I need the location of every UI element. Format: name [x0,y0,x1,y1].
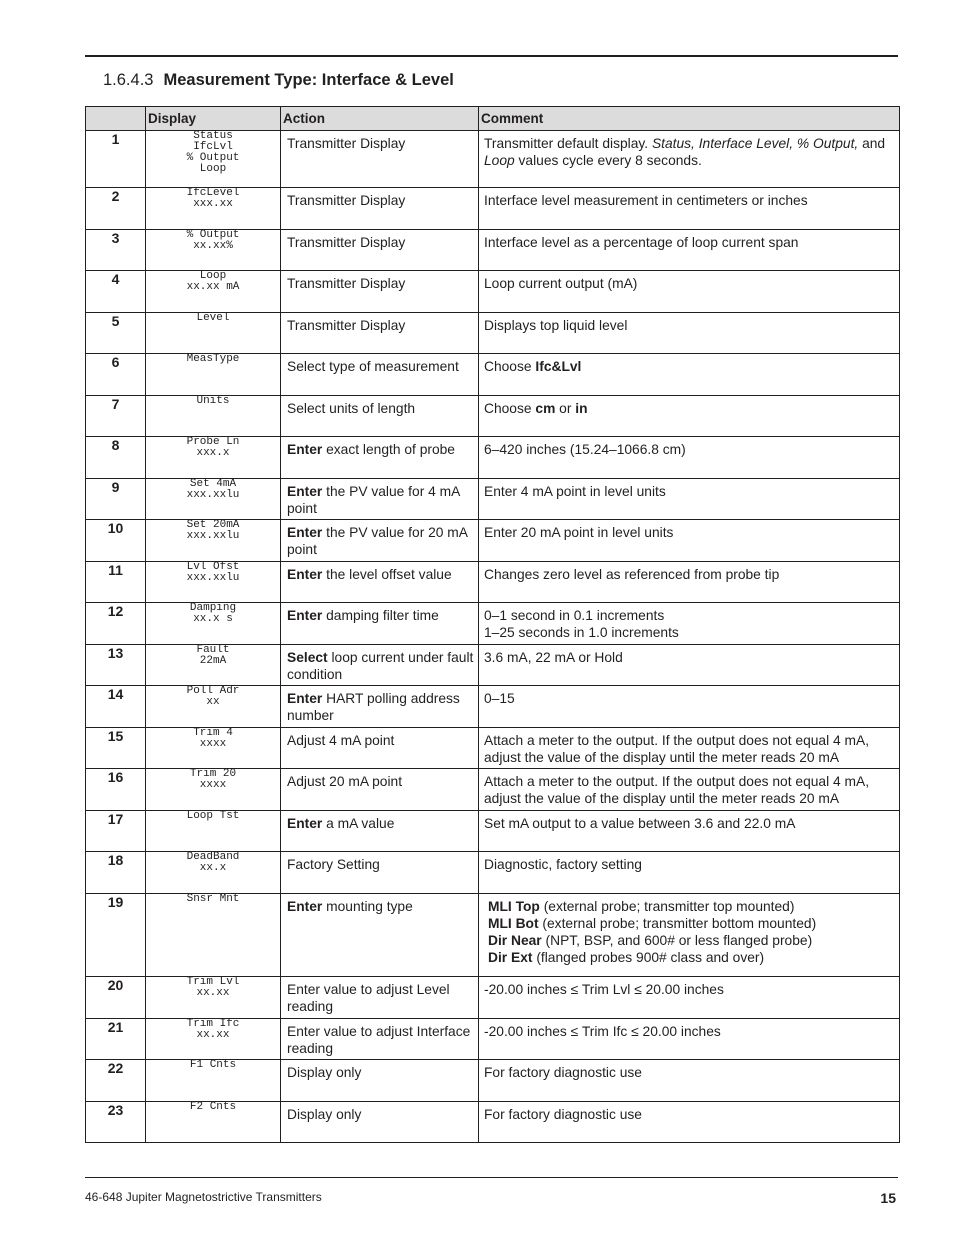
text-run: Attach a meter to the output. If the output does not equal 4 mA, adjust the value of the display until the meter reads 20 mA [484,733,870,765]
table-row [86,437,900,479]
display-readout: Units [146,396,281,437]
table-row [86,1019,900,1060]
display-readout: Trim Lvl xx.xx [146,977,281,1019]
bold-term: Dir Near [488,933,542,948]
comment-cell [479,1102,900,1143]
action-cell [281,396,479,437]
bold-term: Enter [287,442,323,457]
text-run: (flanged probes 900# class and over) [532,950,765,965]
table-body [86,131,900,1143]
text-run: (NPT, BSP, and 600# or less flanged probe) [541,933,813,948]
text-run: Enter 20 mA point in level units [484,525,674,540]
text-run: For factory diagnostic use [484,1107,642,1122]
display-readout: Trim 20 xxxx [146,769,281,811]
step-number: 2 [86,188,146,230]
text-run: Diagnostic, factory setting [484,857,642,872]
display-readout: Snsr Mnt [146,894,281,977]
bold-term: Enter [287,484,323,499]
comment-cell [479,479,900,520]
text-run: Choose [484,359,536,374]
bold-term: in [575,401,588,416]
text-run: Enter value to adjust Interface reading [287,1024,471,1056]
comment-cell [479,645,900,686]
comment-cell [479,437,900,479]
comment-cell [479,1060,900,1102]
comment-cell [479,131,900,188]
bold-term: Enter [287,816,323,831]
table-row [86,131,900,188]
comment-cell [479,769,900,811]
table-row [86,188,900,230]
step-number: 22 [86,1060,146,1102]
text-run: the PV value for 4 mA point [287,484,460,516]
action-cell [281,645,479,686]
action-cell [281,852,479,894]
footer-rule [85,1177,898,1178]
bold-term: MLI Bot [488,916,539,931]
display-readout: Loop Tst [146,811,281,852]
text-run: -20.00 inches ≤ Trim Ifc ≤ 20.00 inches [484,1024,721,1039]
header-action: Action [281,107,479,131]
text-run: Transmitter default display. [484,136,652,151]
header-number [86,107,146,131]
text-run: HART polling address number [287,691,460,723]
comment-cell [479,1019,900,1060]
text-run: Interface level as a percentage of loop current span [484,235,799,250]
action-cell [281,131,479,188]
action-cell [281,437,479,479]
text-run: For factory diagnostic use [484,1065,642,1080]
table-row [86,728,900,769]
display-readout: Set 4mA xxx.xxlu [146,479,281,520]
step-number: 7 [86,396,146,437]
comment-cell [479,728,900,769]
display-readout: Set 20mA xxx.xxlu [146,520,281,562]
display-readout: Lvl Ofst xxx.xxlu [146,562,281,603]
table-row [86,520,900,562]
comment-cell [479,686,900,728]
text-run: Interface level measurement in centimeters or inches [484,193,808,208]
table-header-row [86,107,900,131]
top-rule [85,55,898,57]
comment-cell [479,603,900,645]
text-run: (external probe; transmitter bottom mounted) [538,916,817,931]
action-cell [281,977,479,1019]
comment-cell [479,520,900,562]
text-run: Transmitter Display [287,276,406,291]
bold-term: MLI Top [488,899,540,914]
text-run: or [555,401,576,416]
action-cell [281,769,479,811]
table-row [86,396,900,437]
text-run: Transmitter Display [287,235,406,250]
comment-cell [479,230,900,271]
text-run: Select type of measurement [287,359,459,374]
display-readout: % Output xx.xx% [146,230,281,271]
table-row [86,603,900,645]
text-run: Adjust 4 mA point [287,733,395,748]
text-run: mounting type [322,899,413,914]
text-run: 6–420 inches (15.24–1066.8 cm) [484,442,686,457]
action-cell [281,271,479,313]
text-run: damping filter time [322,608,439,623]
text-run: Loop current output (mA) [484,276,638,291]
bold-term: Select [287,650,328,665]
bold-term: Enter [287,608,323,623]
display-readout: Status IfcLvl % Output Loop [146,131,281,188]
text-run: and [858,136,886,151]
comment-cell [479,188,900,230]
display-readout: Damping xx.x s [146,603,281,645]
action-cell [281,230,479,271]
comment-cell [479,271,900,313]
table-row [86,977,900,1019]
display-readout: IfcLevel xxx.xx [146,188,281,230]
comment-cell [479,354,900,396]
display-readout: Trim Ifc xx.xx [146,1019,281,1060]
display-readout: F1 Cnts [146,1060,281,1102]
action-cell [281,811,479,852]
step-number: 20 [86,977,146,1019]
display-readout: Loop xx.xx mA [146,271,281,313]
display-readout: MeasType [146,354,281,396]
header-display: Display [146,107,281,131]
table-row [86,230,900,271]
text-run: Adjust 20 mA point [287,774,403,789]
table-row [86,313,900,354]
display-readout: Poll Adr xx [146,686,281,728]
text-run: Transmitter Display [287,318,406,333]
text-run: -20.00 inches ≤ Trim Lvl ≤ 20.00 inches [484,982,724,997]
menu-steps-table [85,106,900,1143]
italic-term: Loop [484,153,515,168]
table-row [86,1102,900,1143]
step-number: 1 [86,131,146,188]
action-cell [281,562,479,603]
action-cell [281,894,479,977]
step-number: 17 [86,811,146,852]
step-number: 6 [86,354,146,396]
action-cell [281,603,479,645]
display-readout: F2 Cnts [146,1102,281,1143]
table-row [86,769,900,811]
text-run: (external probe; transmitter top mounted) [539,899,795,914]
table-row [86,479,900,520]
bold-term: Enter [287,525,323,540]
header-comment: Comment [479,107,900,131]
text-run: 0–15 [484,691,515,706]
text-run: Select units of length [287,401,416,416]
step-number: 4 [86,271,146,313]
text-run: Transmitter Display [287,136,406,151]
table-row [86,1060,900,1102]
action-cell [281,1102,479,1143]
table-row [86,811,900,852]
text-run: Changes zero level as referenced from probe tip [484,567,780,582]
action-cell [281,520,479,562]
text-line: 1–25 seconds in 1.0 increments [484,625,679,640]
bold-term: Enter [287,899,323,914]
comment-cell [479,562,900,603]
text-run: a mA value [322,816,395,831]
step-number: 12 [86,603,146,645]
display-readout: Fault 22mA [146,645,281,686]
action-cell [281,1019,479,1060]
text-run: loop current under fault condition [287,650,474,682]
display-readout: Level [146,313,281,354]
action-cell [281,686,479,728]
text-run: Enter value to adjust Level reading [287,982,450,1014]
page-number: 15 [880,1190,896,1206]
text-run: the level offset value [322,567,452,582]
section-title: Measurement Type: Interface & Level [163,71,454,89]
step-number: 10 [86,520,146,562]
text-run: 3.6 mA, 22 mA or Hold [484,650,623,665]
text-run: Displays top liquid level [484,318,628,333]
action-cell [281,1060,479,1102]
table-row [86,852,900,894]
display-readout: DeadBand xx.x [146,852,281,894]
text-run: Set mA output to a value between 3.6 and 22.0 mA [484,816,796,831]
step-number: 19 [86,894,146,977]
text-line: 0–1 second in 0.1 increments [484,608,665,623]
text-run: Enter 4 mA point in level units [484,484,666,499]
step-number: 3 [86,230,146,271]
text-run: Choose [484,401,536,416]
step-number: 18 [86,852,146,894]
text-run: Factory Setting [287,857,380,872]
bold-term: Dir Ext [488,950,533,965]
step-number: 21 [86,1019,146,1060]
step-number: 9 [86,479,146,520]
text-run: Transmitter Display [287,193,406,208]
step-number: 13 [86,645,146,686]
section-heading [103,71,454,90]
comment-cell [479,852,900,894]
display-readout: Probe Ln xxx.x [146,437,281,479]
table-row [86,354,900,396]
action-cell [281,188,479,230]
text-run: the PV value for 20 mA point [287,525,468,557]
bold-term: Ifc&Lvl [535,359,582,374]
italic-term: Status, Interface Level, % Output, [651,136,859,151]
bold-term: Enter [287,691,323,706]
comment-cell [479,977,900,1019]
text-run: Attach a meter to the output. If the output does not equal 4 mA, adjust the value of the display until the meter reads 20 mA [484,774,870,806]
step-number: 5 [86,313,146,354]
table-row [86,271,900,313]
comment-cell [479,811,900,852]
comment-cell [479,894,900,977]
step-number: 16 [86,769,146,811]
footer-document-title: 46-648 Jupiter Magnetostrictive Transmitters [85,1190,322,1204]
step-number: 11 [86,562,146,603]
comment-cell [479,396,900,437]
step-number: 8 [86,437,146,479]
step-number: 14 [86,686,146,728]
bold-term: cm [535,401,556,416]
step-number: 15 [86,728,146,769]
action-cell [281,728,479,769]
table-row [86,686,900,728]
text-run: exact length of probe [322,442,455,457]
action-cell [281,479,479,520]
bold-term: Enter [287,567,323,582]
action-cell [281,313,479,354]
comment-cell [479,313,900,354]
display-readout: Trim 4 xxxx [146,728,281,769]
text-run: values cycle every 8 seconds. [514,153,702,168]
text-run: Display only [287,1065,362,1080]
table-row [86,894,900,977]
table-row [86,645,900,686]
action-cell [281,354,479,396]
step-number: 23 [86,1102,146,1143]
section-number: 1.6.4.3 [103,71,154,89]
text-run: Display only [287,1107,362,1122]
table-row [86,562,900,603]
